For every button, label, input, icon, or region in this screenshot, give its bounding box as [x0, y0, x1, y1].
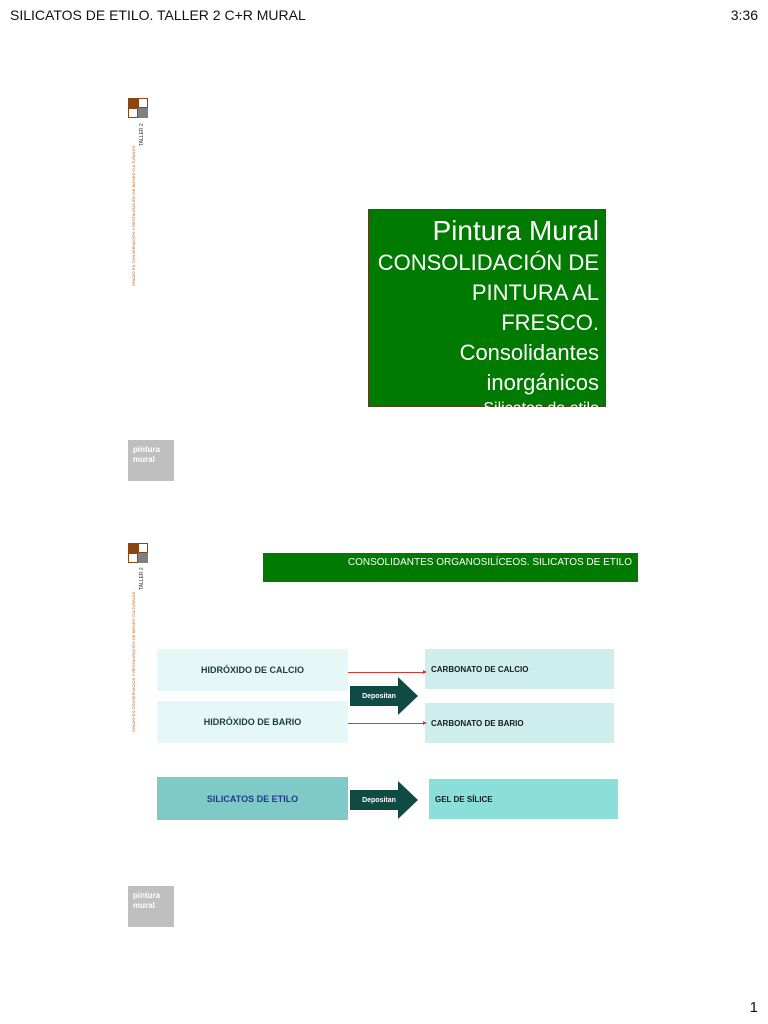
badge-line: pintura [133, 445, 161, 454]
title-line: Consolidantes [459, 340, 599, 365]
connector-line [348, 723, 424, 724]
section-banner: CONSOLIDANTES ORGANOSILÍCEOS. SILICATOS DE ETILO [263, 553, 638, 582]
connector-line [348, 672, 424, 673]
side-subcaption: TALLER 2 [139, 123, 145, 146]
title-line: PINTURA AL FRESCO. [471, 280, 599, 335]
hidroxido-bario-box: HIDRÓXIDO DE BARIO [157, 701, 348, 743]
side-caption: GRADO EN CONSERVACIÓN Y RESTAURACIÓN DE BIENES CULTURALES [131, 145, 136, 286]
gel-silice-box: GEL DE SÍLICE [429, 779, 618, 819]
side-subcaption: TALLER 2 [139, 567, 145, 590]
badge-line: pintura [133, 891, 161, 900]
title-line: Pintura Mural [432, 215, 599, 246]
title-line: inorgánicos [486, 370, 599, 395]
carbonato-calcio-box: CARBONATO DE CALCIO [425, 649, 614, 689]
badge-line: mural [133, 901, 155, 910]
deposit-arrow [350, 781, 418, 819]
time-label: 3:36 [730, 7, 758, 23]
university-logo [128, 543, 148, 563]
badge-line: mural [133, 455, 155, 464]
arrow-label: Depositan [362, 796, 396, 804]
university-logo [128, 98, 148, 118]
page-number: 1 [749, 999, 758, 1016]
silicatos-etilo-box: SILICATOS DE ETILO [157, 777, 348, 820]
arrow-label: Depositan [362, 692, 396, 700]
title-line: Silicatos de etilo [483, 400, 599, 417]
pintura-mural-badge [128, 886, 174, 927]
pintura-mural-badge [128, 440, 174, 481]
title-line: CONSOLIDACIÓN DE [377, 250, 599, 275]
document-title: SILICATOS DE ETILO. TALLER 2 C+R MURAL [10, 7, 306, 23]
slide-title-box [368, 209, 606, 417]
hidroxido-calcio-box: HIDRÓXIDO DE CALCIO [157, 649, 348, 691]
deposit-arrow [350, 677, 418, 715]
carbonato-bario-box: CARBONATO DE BARIO [425, 703, 614, 743]
side-caption: GRADO EN CONSERVACIÓN Y RESTAURACIÓN DE BIENES CULTURALES [131, 591, 136, 732]
